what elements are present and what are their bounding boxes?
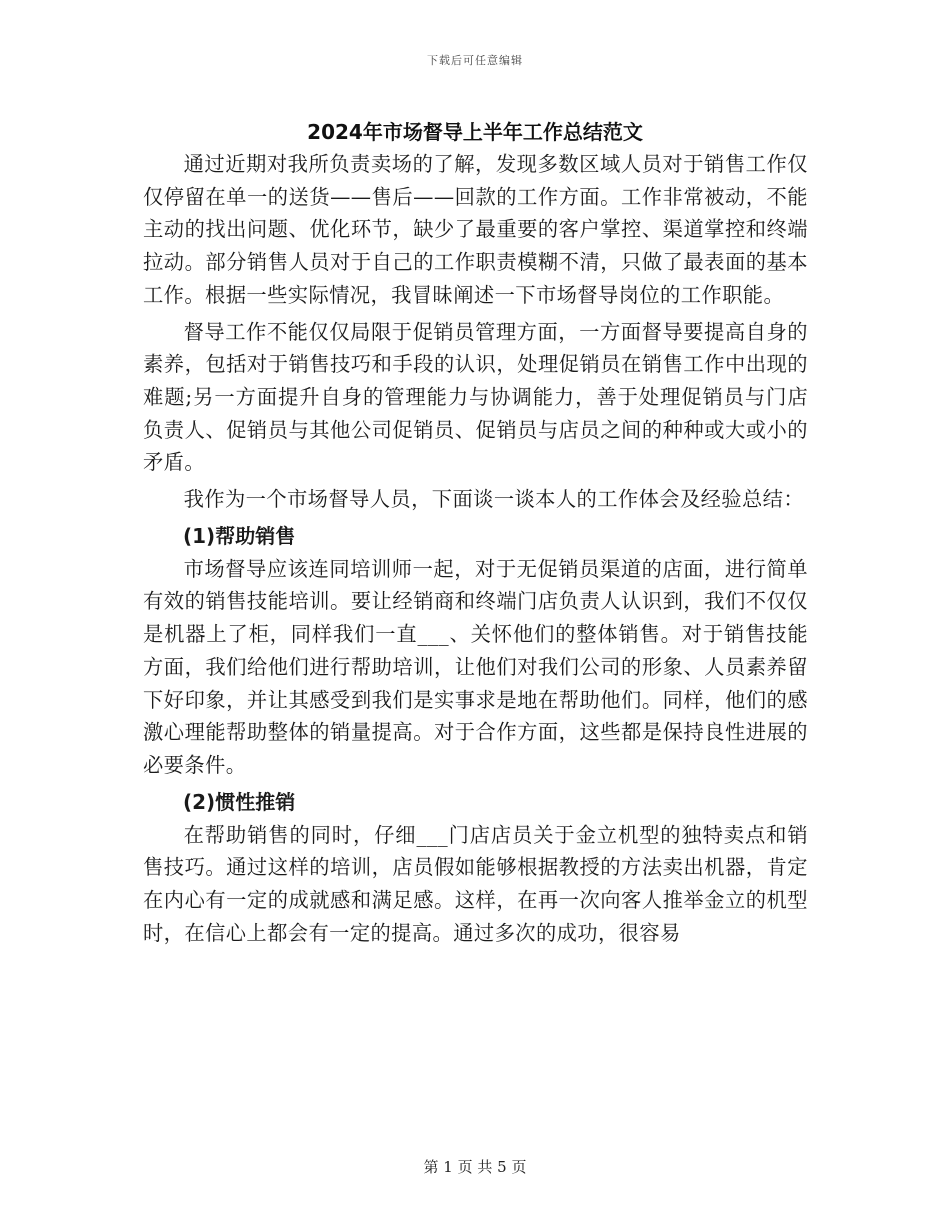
section-heading-inertial-selling: (2)惯性推销 bbox=[183, 789, 296, 814]
page-number-indicator: 第 1 页 共 5 页 bbox=[423, 1158, 527, 1176]
section-heading-help-sales: (1)帮助销售 bbox=[183, 523, 296, 548]
document-body bbox=[143, 148, 808, 949]
paragraph-intro: 通过近期对我所负责卖场的了解，发现多数区域人员对于销售工作仅仅停留在单一的送货——售后——回款的工作方面。工作非常被动，不能主动的找出问题、优化环节，缺少了最重要的客户掌控、渠道掌控和终端拉动。部分销售人员对于自己的工作职责模糊不清，只做了最表面的基本工作。根据一些实际情况，我冒昧阐述一下市场督导岗位的工作职能。 bbox=[143, 152, 808, 307]
paragraph-supervision-duties: 督导工作不能仅仅局限于促销员管理方面，一方面督导要提高自身的素养，包括对于销售技巧和手段的认识，处理促销员在销售工作中出现的难题;另一方面提升自身的管理能力与协调能力，善于处理促销员与门店负责人、促销员与其他公司促销员、促销员与店员之间的种种或大或小的矛盾。 bbox=[143, 319, 808, 475]
paragraph-experience-intro: 我作为一个市场督导人员，下面谈一谈本人的工作体会及经验总结： bbox=[183, 487, 805, 512]
document-title: 2024年市场督导上半年工作总结范文 bbox=[307, 120, 643, 144]
page-header-note: 下载后可任意编辑 bbox=[427, 54, 523, 67]
paragraph-inertial-selling: 在帮助销售的同时，仔细___门店店员关于金立机型的独特卖点和销售技巧。通过这样的培训，店员假如能够根据教授的方法卖出机器，肯定在内心有一定的成就感和满足感。这样，在再一次向客人推举金立的机型时，在信心上都会有一定的提高。通过多次的成功，很容易 bbox=[143, 822, 808, 945]
paragraph-help-sales: 市场督导应该连同培训师一起，对于无促销员渠道的店面，进行简单有效的销售技能培训。要让经销商和终端门店负责人认识到，我们不仅仅是机器上了柜，同样我们一直___、关怀他们的整体销售。对于销售技能方面，我们给他们进行帮助培训，让他们对我们公司的形象、人员素养留下好印象，并让其感受到我们是实事求是地在帮助他们。同样，他们的感激心理能帮助整体的销量提高。对于合作方面，这些都是保持良性进展的必要条件。 bbox=[143, 556, 808, 777]
